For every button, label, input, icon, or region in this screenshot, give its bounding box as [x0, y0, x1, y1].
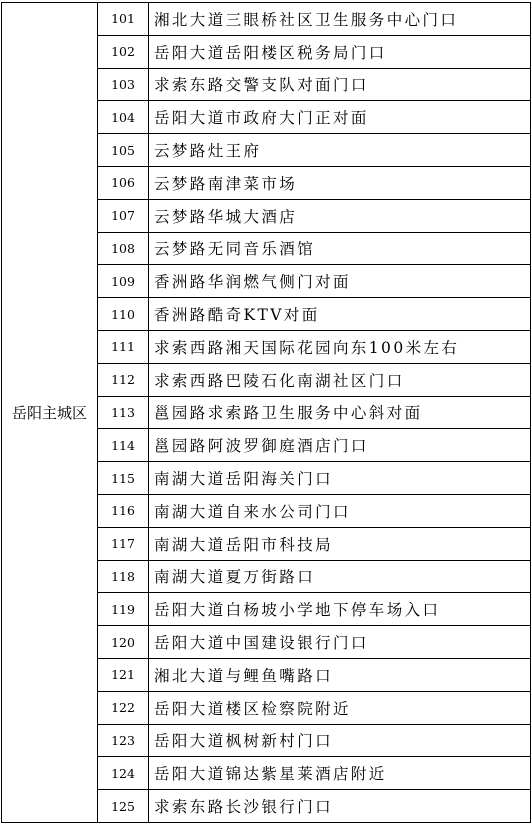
location-name: 求索东路交警支队对面门口: [149, 68, 531, 101]
location-name: 湘北大道与鲤鱼嘴路口: [149, 658, 531, 691]
location-name: 南湖大道夏万街路口: [149, 560, 531, 593]
row-number: 104: [98, 101, 149, 134]
location-name: 求索西路巴陵石化南湖社区门口: [149, 363, 531, 396]
row-number: 111: [98, 330, 149, 363]
row-number: 116: [98, 494, 149, 527]
row-number: 101: [98, 3, 149, 36]
location-name: 岳阳大道中国建设银行门口: [149, 626, 531, 659]
location-name: 岳阳大道白杨坡小学地下停车场入口: [149, 593, 531, 626]
row-number: 122: [98, 691, 149, 724]
location-name: 岳阳大道锦达紫星莱酒店附近: [149, 757, 531, 790]
location-name: 云梦路华城大酒店: [149, 199, 531, 232]
location-name: 云梦路南津菜市场: [149, 166, 531, 199]
location-name: 岳阳大道楼区检察院附近: [149, 691, 531, 724]
row-number: 119: [98, 593, 149, 626]
location-name: 南湖大道岳阳市科技局: [149, 527, 531, 560]
row-number: 113: [98, 396, 149, 429]
row-number: 110: [98, 298, 149, 331]
location-name: 南湖大道自来水公司门口: [149, 494, 531, 527]
row-number: 124: [98, 757, 149, 790]
row-number: 121: [98, 658, 149, 691]
row-number: 107: [98, 199, 149, 232]
location-name: 求索东路长沙银行门口: [149, 790, 531, 823]
row-number: 103: [98, 68, 149, 101]
location-name: 香洲路华润燃气侧门对面: [149, 265, 531, 298]
row-number: 117: [98, 527, 149, 560]
row-number: 106: [98, 166, 149, 199]
location-name: 邕园路阿波罗御庭酒店门口: [149, 429, 531, 462]
location-name: 湘北大道三眼桥社区卫生服务中心门口: [149, 3, 531, 36]
location-name: 岳阳大道岳阳楼区税务局门口: [149, 35, 531, 68]
row-number: 109: [98, 265, 149, 298]
table-body: [2, 3, 531, 823]
row-number: 114: [98, 429, 149, 462]
location-name: 南湖大道岳阳海关门口: [149, 462, 531, 495]
table-row: [2, 3, 531, 36]
district-cell: 岳阳主城区: [2, 3, 98, 823]
location-table: [1, 2, 531, 823]
row-number: 112: [98, 363, 149, 396]
row-number: 123: [98, 724, 149, 757]
location-name: 岳阳大道市政府大门正对面: [149, 101, 531, 134]
row-number: 115: [98, 462, 149, 495]
location-name: 求索西路湘天国际花园向东100米左右: [149, 330, 531, 363]
row-number: 105: [98, 134, 149, 167]
row-number: 125: [98, 790, 149, 823]
row-number: 118: [98, 560, 149, 593]
location-name: 云梦路灶王府: [149, 134, 531, 167]
location-name: 岳阳大道枫树新村门口: [149, 724, 531, 757]
row-number: 108: [98, 232, 149, 265]
row-number: 102: [98, 35, 149, 68]
location-name: 邕园路求索路卫生服务中心斜对面: [149, 396, 531, 429]
row-number: 120: [98, 626, 149, 659]
location-name: 香洲路酷奇KTV对面: [149, 298, 531, 331]
location-name: 云梦路无同音乐酒馆: [149, 232, 531, 265]
